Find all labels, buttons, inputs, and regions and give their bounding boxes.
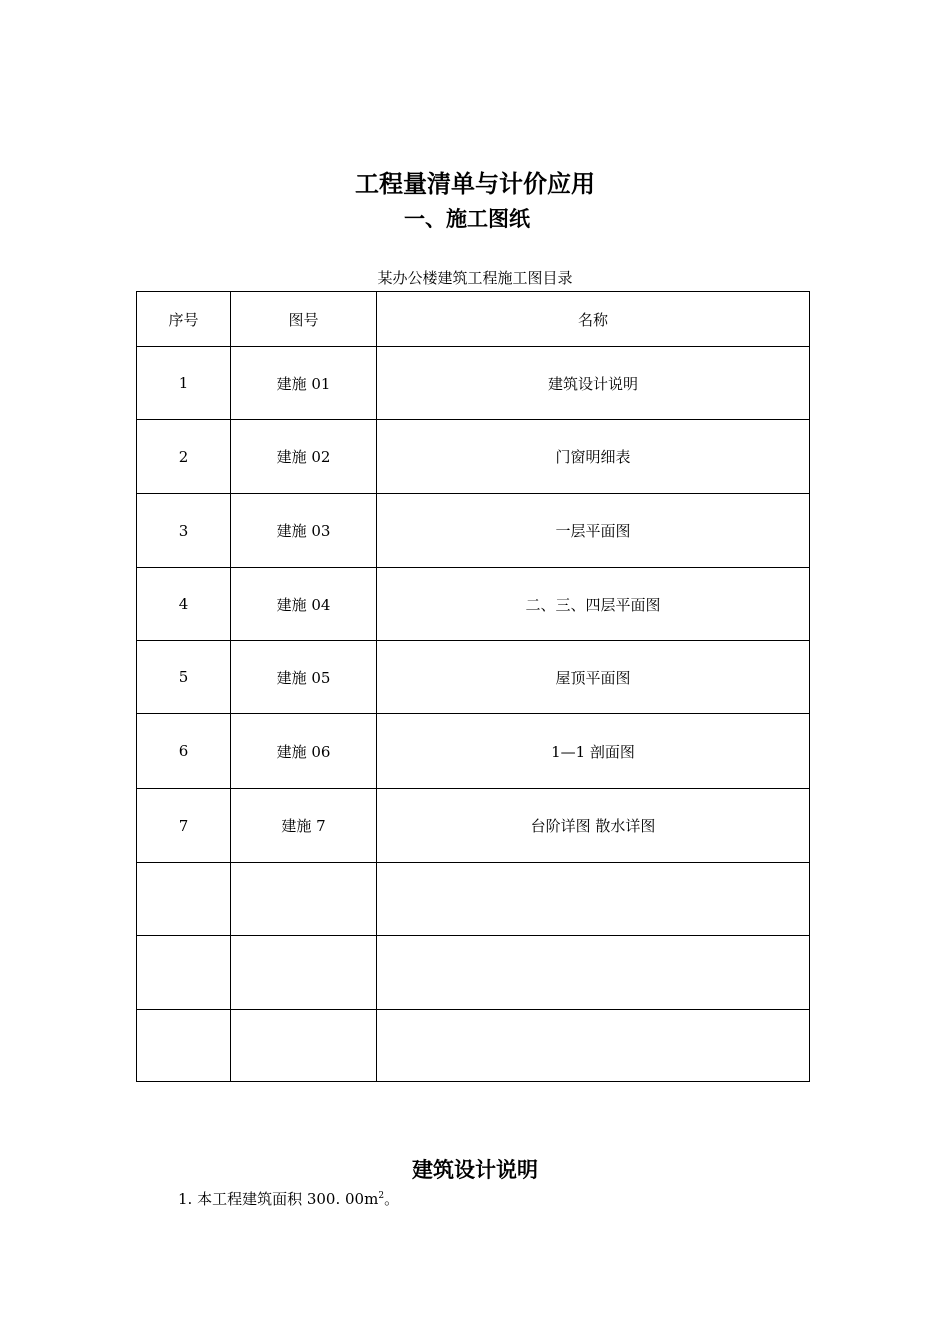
cell-index: 4	[137, 568, 231, 641]
cell-index: 6	[137, 714, 231, 789]
table-row	[137, 1010, 810, 1082]
design-note-suffix: 。	[384, 1190, 400, 1208]
cell-drawing-name	[377, 936, 810, 1010]
cell-index	[137, 936, 231, 1010]
cell-index: 5	[137, 641, 231, 714]
cell-drawing-number: 建施 7	[231, 789, 377, 863]
cell-drawing-number: 建施 01	[231, 347, 377, 420]
section-title: 一、施工图纸	[404, 206, 530, 231]
cell-drawing-number	[231, 1010, 377, 1082]
cell-index	[137, 863, 231, 936]
cell-drawing-name: 1—1 剖面图	[377, 714, 810, 789]
cell-drawing-number: 建施 02	[231, 420, 377, 494]
cell-drawing-name	[377, 1010, 810, 1082]
table-header-row	[137, 292, 810, 347]
table-row	[137, 420, 810, 494]
cell-drawing-number: 建施 03	[231, 494, 377, 568]
table-row	[137, 714, 810, 789]
header-drawing-name: 名称	[377, 292, 810, 347]
table-row	[137, 494, 810, 568]
cell-drawing-name: 建筑设计说明	[377, 347, 810, 420]
design-note-text: 1. 本工程建筑面积 300. 00m	[178, 1190, 379, 1208]
cell-drawing-number: 建施 06	[231, 714, 377, 789]
table-caption: 某办公楼建筑工程施工图目录	[377, 269, 573, 287]
design-note-item	[178, 1188, 399, 1210]
cell-drawing-name: 门窗明细表	[377, 420, 810, 494]
cell-index: 3	[137, 494, 231, 568]
table-row	[137, 568, 810, 641]
cell-drawing-name	[377, 863, 810, 936]
cell-drawing-name: 屋顶平面图	[377, 641, 810, 714]
header-index: 序号	[137, 292, 231, 347]
design-notes-title: 建筑设计说明	[412, 1157, 538, 1182]
header-drawing-number: 图号	[231, 292, 377, 347]
table-row	[137, 347, 810, 420]
drawing-catalog-table	[136, 291, 810, 1082]
area-unit-superscript: 2	[378, 1191, 385, 1201]
cell-index: 2	[137, 420, 231, 494]
cell-drawing-number: 建施 05	[231, 641, 377, 714]
cell-index	[137, 1010, 231, 1082]
cell-drawing-number	[231, 863, 377, 936]
cell-drawing-name: 二、三、四层平面图	[377, 568, 810, 641]
cell-drawing-name: 一层平面图	[377, 494, 810, 568]
cell-drawing-name: 台阶详图 散水详图	[377, 789, 810, 863]
table-row	[137, 936, 810, 1010]
cell-index: 7	[137, 789, 231, 863]
table-row	[137, 641, 810, 714]
document-title: 工程量清单与计价应用	[355, 169, 595, 198]
cell-drawing-number: 建施 04	[231, 568, 377, 641]
cell-drawing-number	[231, 936, 377, 1010]
cell-index: 1	[137, 347, 231, 420]
table-row	[137, 789, 810, 863]
table-row	[137, 863, 810, 936]
